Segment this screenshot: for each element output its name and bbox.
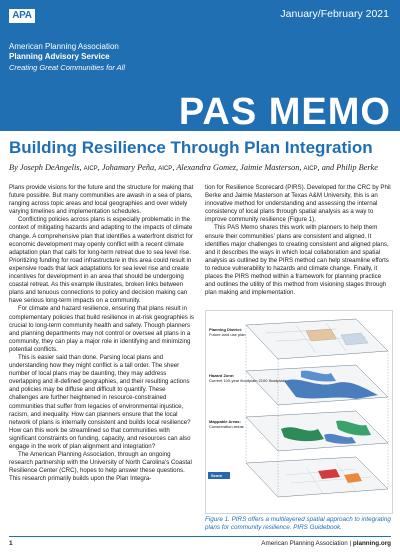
layer-mappable-areas (246, 411, 388, 451)
layer-label-title: Mappable Areas: (209, 419, 241, 424)
issue-date: January/February 2021 (280, 8, 389, 20)
author-name: Alexandra Gomez, Jaimie Masterson (176, 163, 300, 172)
layer-hazard-zone (246, 365, 388, 405)
body-column-left (9, 184, 195, 483)
figure-layered-map (205, 310, 393, 514)
layered-map-illustration (206, 311, 392, 513)
author-line: By Joseph DeAngelis, AICP, Johamary Peña, AICP, Alexandra Gomez, Jaimie Masterson, AICP, and Philip Berke (9, 163, 378, 172)
figure-caption: Figure 1. PIRS offers a multilayered spatial approach to integrating plans for community resilience. PIRS Guidebook. (205, 516, 391, 531)
paragraph: This is easier said than done. Parsing local plans and understanding how they might conflict is a tall order. The sheer number of local plans may be daunting, they may address overlapping and ill-defined geographies, and their resulting actions and policies may be diffuse and difficult to quantify. These challenges are further heightened in resource-constrained communities that suffer from legacies of environmental injustice, racism, and inequality. How can planners ensure that the local network of plans is internally consistent and builds local resilience? How can this work be streamlined so that communities with significant constraints on funding, capacity, and resources can also engage in the work of plan alignment and integration? (9, 353, 191, 450)
series-title: PAS MEMO (178, 91, 391, 133)
layer-label-title: Score (211, 473, 223, 478)
article-title: Building Resilience Through Plan Integration (9, 138, 373, 157)
layer-label-sub: Future land use plan (209, 332, 246, 337)
author-name: Johamary Peña (101, 163, 155, 172)
author-credential: AICP (303, 166, 318, 172)
paragraph: The American Planning Association, through an ongoing research partnership with the University of North Carolina’s Coastal Resilience Center (CRC), hopes to help answer these questions. This research primarily builds upon the Plan Integra- (9, 451, 192, 483)
author-name: and Philip Berke (321, 163, 378, 172)
layer-score (246, 457, 388, 497)
layer-label-sub: Conservation areas (209, 424, 244, 429)
paragraph: For climate and hazard resilience, ensuring that plans result in complementary policies that build resilience in at-risk geographies is crucial to long-term community health and safety. Though planners and planning departments may not control or oversee all plans in a community, they can play a major role in identifying and minimizing potential conflicts. (9, 305, 194, 353)
paragraph: Conflicting policies across plans is especially problematic in the context of mitigating hazards and adapting to the impacts of climate change. A comprehensive plan that identifies a waterfront district for economic development may openly conflict with a recent climate adaptation plan that calls for long-term retreat due to sea level rise. Prioritizing funding for road infrastructure in this area could result in expensive roads that lack adaptations for sea level rise and create incentives for development in an area that should be undergoing coastal retreat. As this example illustrates, broken links between plans and tenuous connections to policy and decision making can have serious long-term impacts on a community. (9, 216, 193, 305)
paragraph: Plans provide visions for the future and the structure for making that future possible. But many communities are awash in a sea of plans, ranging across topic areas and local geographies and over widely varying timelines and implementation schedules. (9, 184, 194, 216)
body-column-right (205, 184, 391, 297)
tagline: Creating Great Communities for All (9, 63, 126, 72)
author-credential: AICP (158, 166, 173, 172)
masthead-banner (0, 0, 400, 131)
footer-divider (9, 536, 391, 537)
footer-credit: American Planning Association | planning.org (261, 540, 391, 547)
author-name: By Joseph DeAngelis (9, 163, 80, 172)
apa-logo: APA (9, 9, 35, 23)
footer-org-name: American Planning Association (261, 540, 348, 547)
author-credential: AICP (83, 166, 98, 172)
layer-label-title: Planning District: (209, 327, 243, 332)
footer-site: planning.org (352, 540, 391, 547)
page-number: 1 (9, 540, 13, 547)
org-name: American Planning Association (9, 42, 119, 51)
service-name: Planning Advisory Service (9, 52, 110, 61)
paragraph: tion for Resilience Scorecard (PIRS). Developed for the CRC by Phil Berke and Jaimie Masterson at Texas A&M University, this is an innovative method for understanding and assessing the internal consistency of local plans through spatial analysis as a way to improve community resilience (Figure 1). (205, 184, 391, 224)
layer-label-sub: Current 100-year floodplain 2100 floodplain (209, 378, 286, 383)
layer-label-title: Hazard Zone: (209, 373, 235, 378)
paragraph: This PAS Memo shares this work with planners to help them ensure their communities’ plans are consistent and aligned. It identifies major challenges to creating consistent and aligned plans, and it describes the ways in which local collaboration and spatial analysis as outlined by the PIRS method can help streamline efforts to reduce vulnerability to hazards and climate change. Finally, it places the PIRS method within a framework for planning practice and outlines the utility of this method from visioning stages through plan making and implementation. (205, 224, 389, 297)
layer-planning-district (246, 319, 388, 359)
